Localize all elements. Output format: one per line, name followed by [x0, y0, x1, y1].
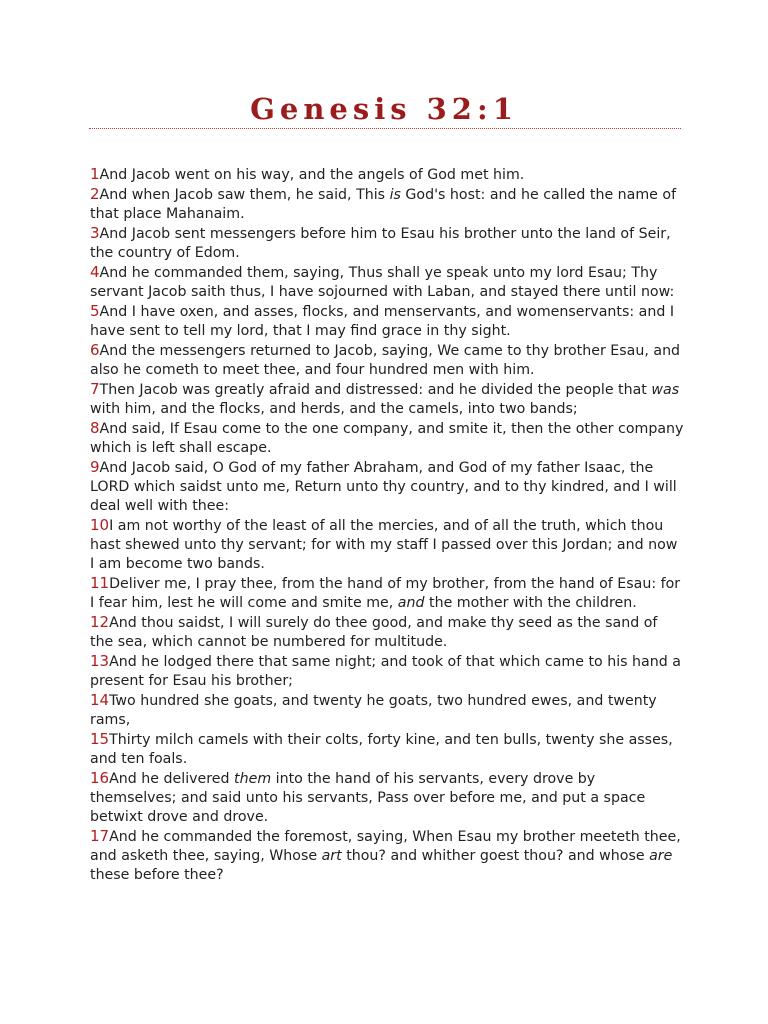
- verse-italic-word: is: [389, 187, 401, 203]
- verse-text: And Jacob sent messengers before him to Esau his brother unto the land of Seir, the country of Edom.: [90, 226, 671, 261]
- verse-number: 3: [90, 224, 100, 242]
- verse: [90, 652, 685, 691]
- verse: [90, 165, 685, 185]
- verse-italic-word: was: [651, 382, 680, 398]
- verse: [90, 341, 685, 380]
- verse-text: Deliver me, I pray thee, from the hand of my brother, from the hand of Esau: for I fear him, lest he will come and smite me,: [90, 576, 681, 611]
- verse-number: 6: [90, 341, 100, 359]
- verse-number: 4: [90, 263, 100, 281]
- verse-text: into the hand of his servants, every drove by themselves; and said unto his servants, Pass over before me, and put a space betwixt drove and drove.: [90, 771, 646, 825]
- verse-number: 8: [90, 419, 100, 437]
- verse-text: thou? and whither goest thou? and whose: [341, 848, 650, 864]
- verse-text: And he lodged there that same night; and took of that which came to his hand a present for Esau his brother;: [90, 654, 681, 689]
- verse: [90, 224, 685, 263]
- verse-number: 16: [90, 769, 110, 787]
- verse-text: God's host: and he called the name of that place Mahanaim.: [90, 187, 677, 222]
- verse-text: these before thee?: [90, 867, 224, 883]
- page-title: Genesis 32:1: [250, 92, 518, 126]
- verse-text: And the messengers returned to Jacob, saying, We came to thy brother Esau, and also he cometh to meet thee, and four hundred men with him.: [90, 343, 681, 378]
- verse: [90, 730, 685, 769]
- verse: [90, 769, 685, 827]
- verse: [90, 263, 685, 302]
- verse-number: 12: [90, 613, 110, 631]
- verse-list: [90, 165, 685, 885]
- verse: [90, 691, 685, 730]
- verse-number: 5: [90, 302, 100, 320]
- verse-number: 14: [90, 691, 110, 709]
- verse-text: the mother with the children.: [424, 595, 637, 611]
- verse: [90, 574, 685, 613]
- verse: [90, 419, 685, 458]
- verse-italic-word: and: [397, 595, 425, 611]
- verse-number: 13: [90, 652, 110, 670]
- verse-number: 11: [90, 574, 110, 592]
- verse: [90, 613, 685, 652]
- verse: [90, 185, 685, 224]
- verse-text: And thou saidst, I will surely do thee good, and make thy seed as the sand of the sea, which cannot be numbered for multitude.: [90, 615, 658, 650]
- verse-number: 1: [90, 165, 100, 183]
- verse: [90, 458, 685, 516]
- title-divider: [89, 128, 681, 129]
- verse: [90, 302, 685, 341]
- verse-text: And said, If Esau come to the one company, and smite it, then the other company which is left shall escape.: [90, 421, 684, 456]
- verse-italic-word: them: [234, 771, 272, 787]
- verse-text: And Jacob went on his way, and the angels of God met him.: [99, 167, 525, 183]
- verse-number: 10: [90, 516, 110, 534]
- verse-text: Thirty milch camels with their colts, forty kine, and ten bulls, twenty she asses, and ten foals.: [90, 732, 673, 767]
- verse-text: And when Jacob saw them, he said, This: [99, 187, 390, 203]
- verse: [90, 827, 685, 885]
- verse-text: I am not worthy of the least of all the mercies, and of all the truth, which thou hast shewed unto thy servant; for with my staff I passed over this Jordan; and now I am become two bands.: [90, 518, 678, 572]
- verse-text: And I have oxen, and asses, flocks, and menservants, and womenservants: and I have sent to tell my lord, that I may find grace in thy sight.: [90, 304, 675, 339]
- verse-number: 2: [90, 185, 100, 203]
- verse: [90, 516, 685, 574]
- verse-number: 7: [90, 380, 100, 398]
- verse: [90, 380, 685, 419]
- verse-italic-word: are: [649, 848, 673, 864]
- verse-text: Then Jacob was greatly afraid and distressed: and he divided the people that: [99, 382, 652, 398]
- verse-text: And Jacob said, O God of my father Abraham, and God of my father Isaac, the LORD which saidst unto me, Return unto thy country, and to thy kindred, and I will deal well with thee:: [90, 460, 677, 514]
- verse-number: 17: [90, 827, 110, 845]
- verse-text: And he commanded them, saying, Thus shall ye speak unto my lord Esau; Thy servant Jacob saith thus, I have sojourned with Laban, and stayed there until now:: [90, 265, 675, 300]
- verse-italic-word: art: [321, 848, 342, 864]
- verse-number: 15: [90, 730, 110, 748]
- verse-text: with him, and the flocks, and herds, and the camels, into two bands;: [90, 401, 578, 417]
- verse-number: 9: [90, 458, 100, 476]
- verse-text: Two hundred she goats, and twenty he goats, two hundred ewes, and twenty rams,: [90, 693, 657, 728]
- verse-text: And he delivered: [109, 771, 235, 787]
- verse-text: And he commanded the foremost, saying, When Esau my brother meeteth thee, and asketh thee, saying, Whose: [90, 829, 681, 864]
